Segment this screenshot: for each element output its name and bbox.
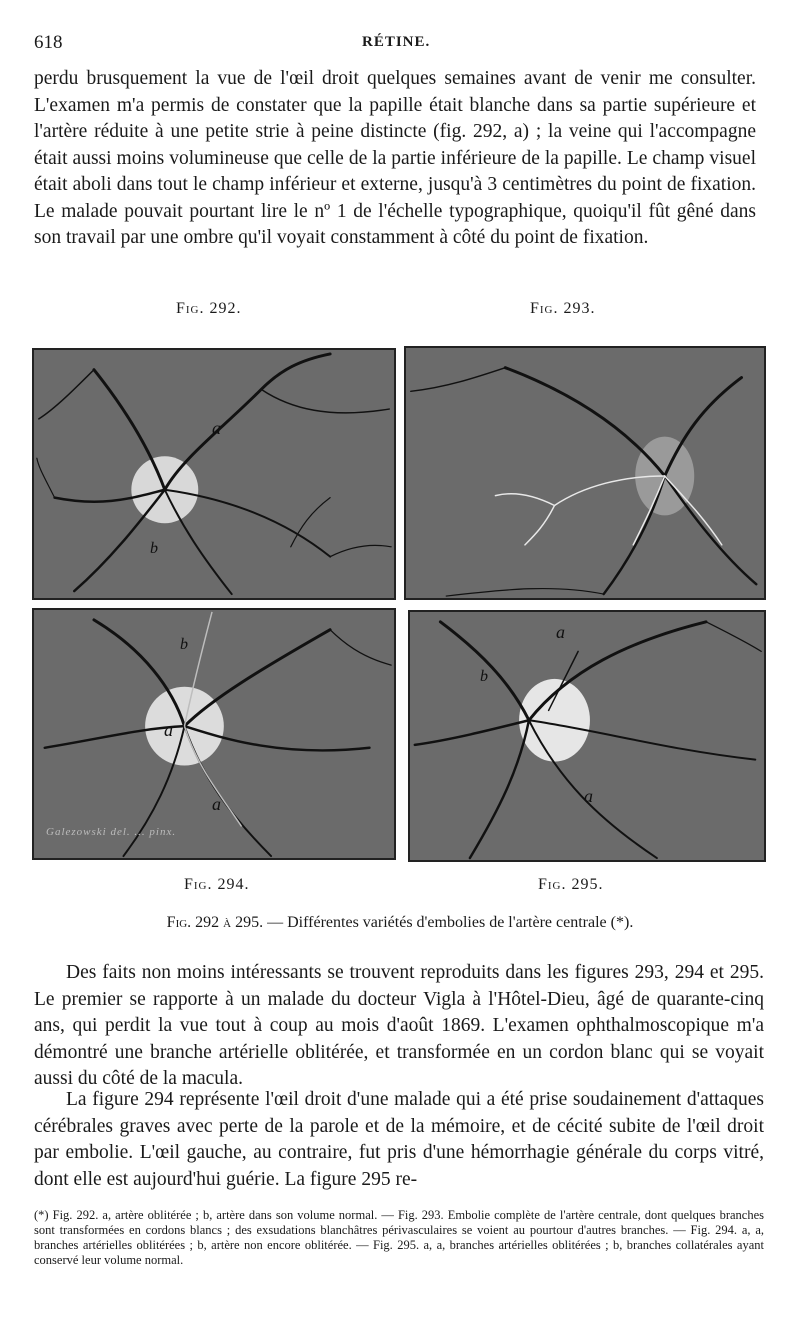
fig-295-label: Fig. 295. bbox=[538, 876, 604, 893]
fig-292-label: Fig. 292. bbox=[176, 300, 242, 317]
fig-294-label: Fig. 294. bbox=[184, 876, 250, 893]
fig-292-mark-a: a bbox=[212, 418, 221, 438]
page-header bbox=[34, 32, 760, 58]
paragraph-1: perdu brusquement la vue de l'œil droit quelques semaines avant de venir me consulter. L'examen m'a permis de constater que la papille était blanche dans sa partie supérieure et l'artère réduite à une petite strie à peine distincte (fig. 292, a) ; la veine qui l'accompagne était aussi moins volumineuse que celle de la partie inférieure de la papille. Le champ visuel était aboli dans tout le champ inférieur et externe, jusqu'à 3 centimètres du point de fixation. Le malade pouvait pourtant lire le nº 1 de l'échelle typographique, quoiqu'il fût gêné dans son travail par une ombre qu'il voyait constamment à côté du point de fixation. bbox=[34, 68, 756, 248]
fig-295-mark-b: b bbox=[480, 668, 488, 685]
fig-295-mark-a2: a bbox=[584, 786, 593, 806]
fig-294-mark-b: b bbox=[180, 636, 188, 653]
fig-295-plate bbox=[408, 610, 766, 862]
paragraph-2 bbox=[34, 960, 764, 1093]
figure-caption bbox=[0, 914, 800, 932]
fig-295-illustration bbox=[410, 612, 764, 860]
fig-294-mark-a2: a bbox=[212, 794, 221, 814]
fig-293-label: Fig. 293. bbox=[530, 300, 596, 317]
footnote: (*) Fig. 292. a, artère oblitérée ; b, artère dans son volume normal. — Fig. 293. Embolie complète de l'artère centrale, dont quelques branches sont transformées en cordons blancs ; des exsudations blanchâtres périvasculaires se voient au pourtour d'autres branches. — Fig. 294. a, a, branches artérielles oblitérées ; b, artère non encore oblitérée. — Fig. 295. a, a, branches artérielles oblitérées ; b, branches collatérales ayant conservé leur volume normal. bbox=[34, 1208, 764, 1267]
paragraph-2-text: Des faits non moins intéressants se trouvent reproduits dans les figures 293, 294 et 295. Le premier se rapporte à un malade du docteur Vigla à l'Hôtel-Dieu, âgé de quarante-cinq ans, qui perdit la vue tout à coup au mois d'août 1869. L'examen ophthalmoscopique m'a démontré une branche artérielle oblitérée, et transformée en un cordon blanc qui se voyait aussi du côté de la macula. bbox=[34, 962, 764, 1089]
fig-294-plate bbox=[32, 608, 396, 860]
fig-292-illustration bbox=[34, 350, 394, 598]
caption-text: — Différentes variétés d'embolies de l'artère centrale (*). bbox=[263, 914, 634, 931]
fig-293-illustration bbox=[406, 348, 764, 598]
fig-294-illustration bbox=[34, 610, 394, 858]
paragraph-3 bbox=[34, 1087, 764, 1193]
fig-292-plate bbox=[32, 348, 396, 600]
artist-signature: Galezowski del. ... pinx. bbox=[46, 826, 177, 838]
fig-294-mark-a1: a bbox=[164, 720, 173, 740]
fig-293-plate bbox=[404, 346, 766, 600]
paragraph-3-text: La figure 294 représente l'œil droit d'une malade qui a été prise soudainement d'attaques cérébrales graves avec perte de la parole et de la mémoire, et de cécité subite de l'œil droit par embolie. L'œil gauche, au contraire, fut pris d'une hémorrhagie générale du corps vitré, dont elle est aujourd'hui guérie. La figure 295 re- bbox=[34, 1089, 764, 1190]
fig-295-mark-a1: a bbox=[556, 622, 565, 642]
running-title: RÉTINE. bbox=[362, 34, 431, 50]
caption-prefix: Fig. 292 à 295. bbox=[166, 914, 264, 931]
fig-292-mark-b: b bbox=[150, 540, 158, 557]
page-number: 618 bbox=[34, 32, 63, 53]
